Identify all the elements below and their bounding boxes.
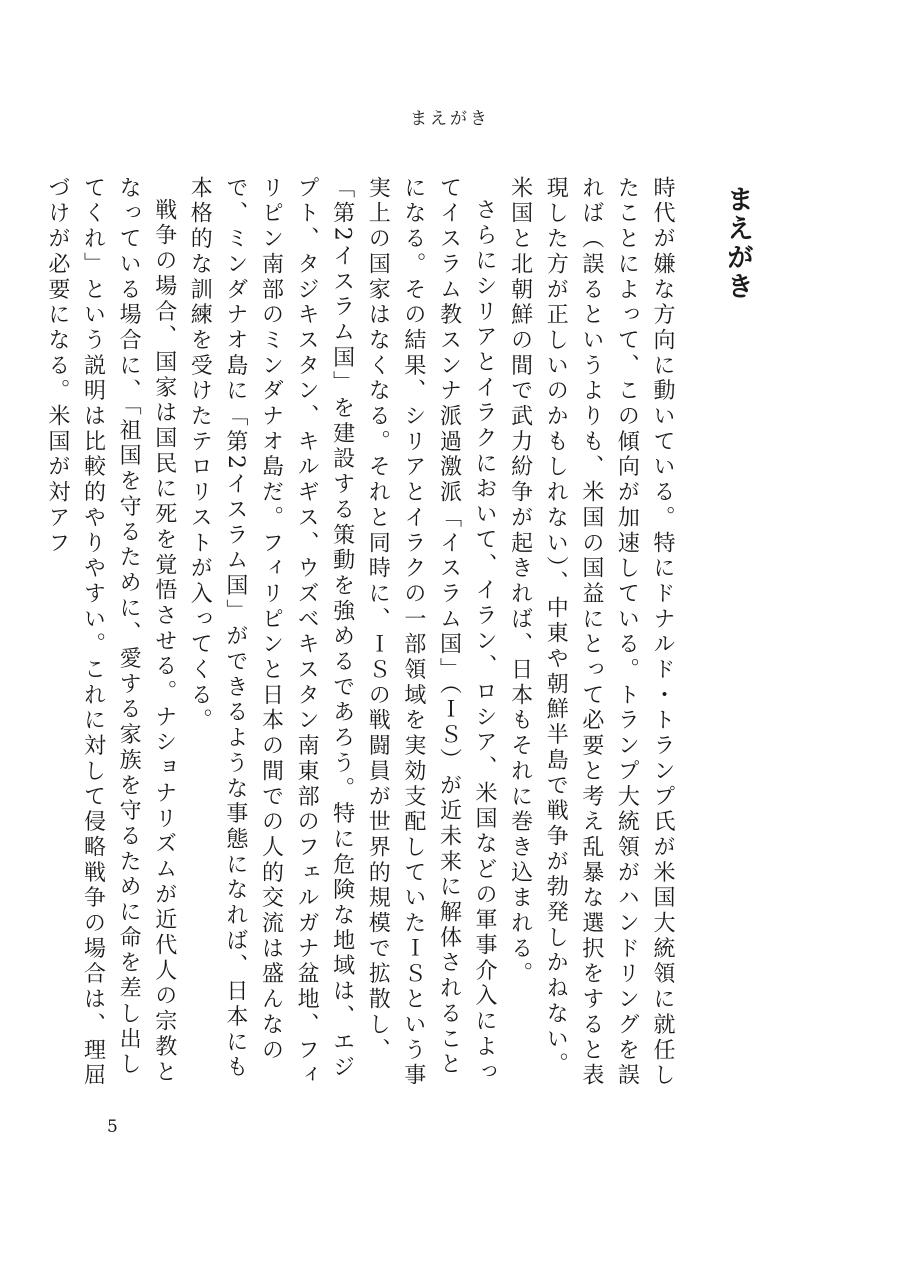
paragraph-2: さらにシリアとイラクにおいて、イラン、ロシア、米国などの軍事介入によってイスラム教スンナ派過激派「イスラム国」（ＩＳ）が近未来に解体されることになる。その結果、シリアとイラクの一部領域を実効支配していたＩＳという事実上の国家はなくなる。それと同時に、ＩＳの戦闘員が世界的規模で拡散し、「第2イスラム国」を建設する策動を強めるであろう。特に危険な地域は、エジプト、タジキスタン、キルギス、ウズベキスタン南東部のフェルガナ盆地、フィリピン南部のミンダナオ島だ。フィリピンと日本の間での人的交流は盛んなので、ミンダナオ島に「第2イスラム国」ができるような事態になれば、日本にも本格的な訓練を受けたテロリストが入ってくる。 xyxy=(187,176,498,1089)
running-head: まえがき xyxy=(410,109,490,129)
body-text xyxy=(44,176,680,1096)
chapter-title: まえがき xyxy=(722,185,753,301)
page-number: 5 xyxy=(107,1117,118,1137)
paragraph-1: 時代が嫌な方向に動いている。特にドナルド・トランプ氏が米国大統領に就任したことによって、この傾向が加速している。トランプ大統領がハンドリングを誤れば（誤るというよりも、米国の国益にとって必要と考え乱暴な選択をすると表現した方が正しいのかもしれない）、中東や朝鮮半島で戦争が勃発しかねない。米国と北朝鮮の間で武力紛争が起きれば、日本もそれに巻き込まれる。 xyxy=(507,176,675,1089)
paragraph-3: 戦争の場合、国家は国民に死を覚悟させる。ナショナリズムが近代人の宗教となっている場合に、「祖国を守るために、愛する家族を守るために命を差し出してくれ」という説明は比較的やりやすい。これに対して侵略戦争の場合は、理屈づけが必要になる。米国が対アフ xyxy=(44,176,177,1089)
